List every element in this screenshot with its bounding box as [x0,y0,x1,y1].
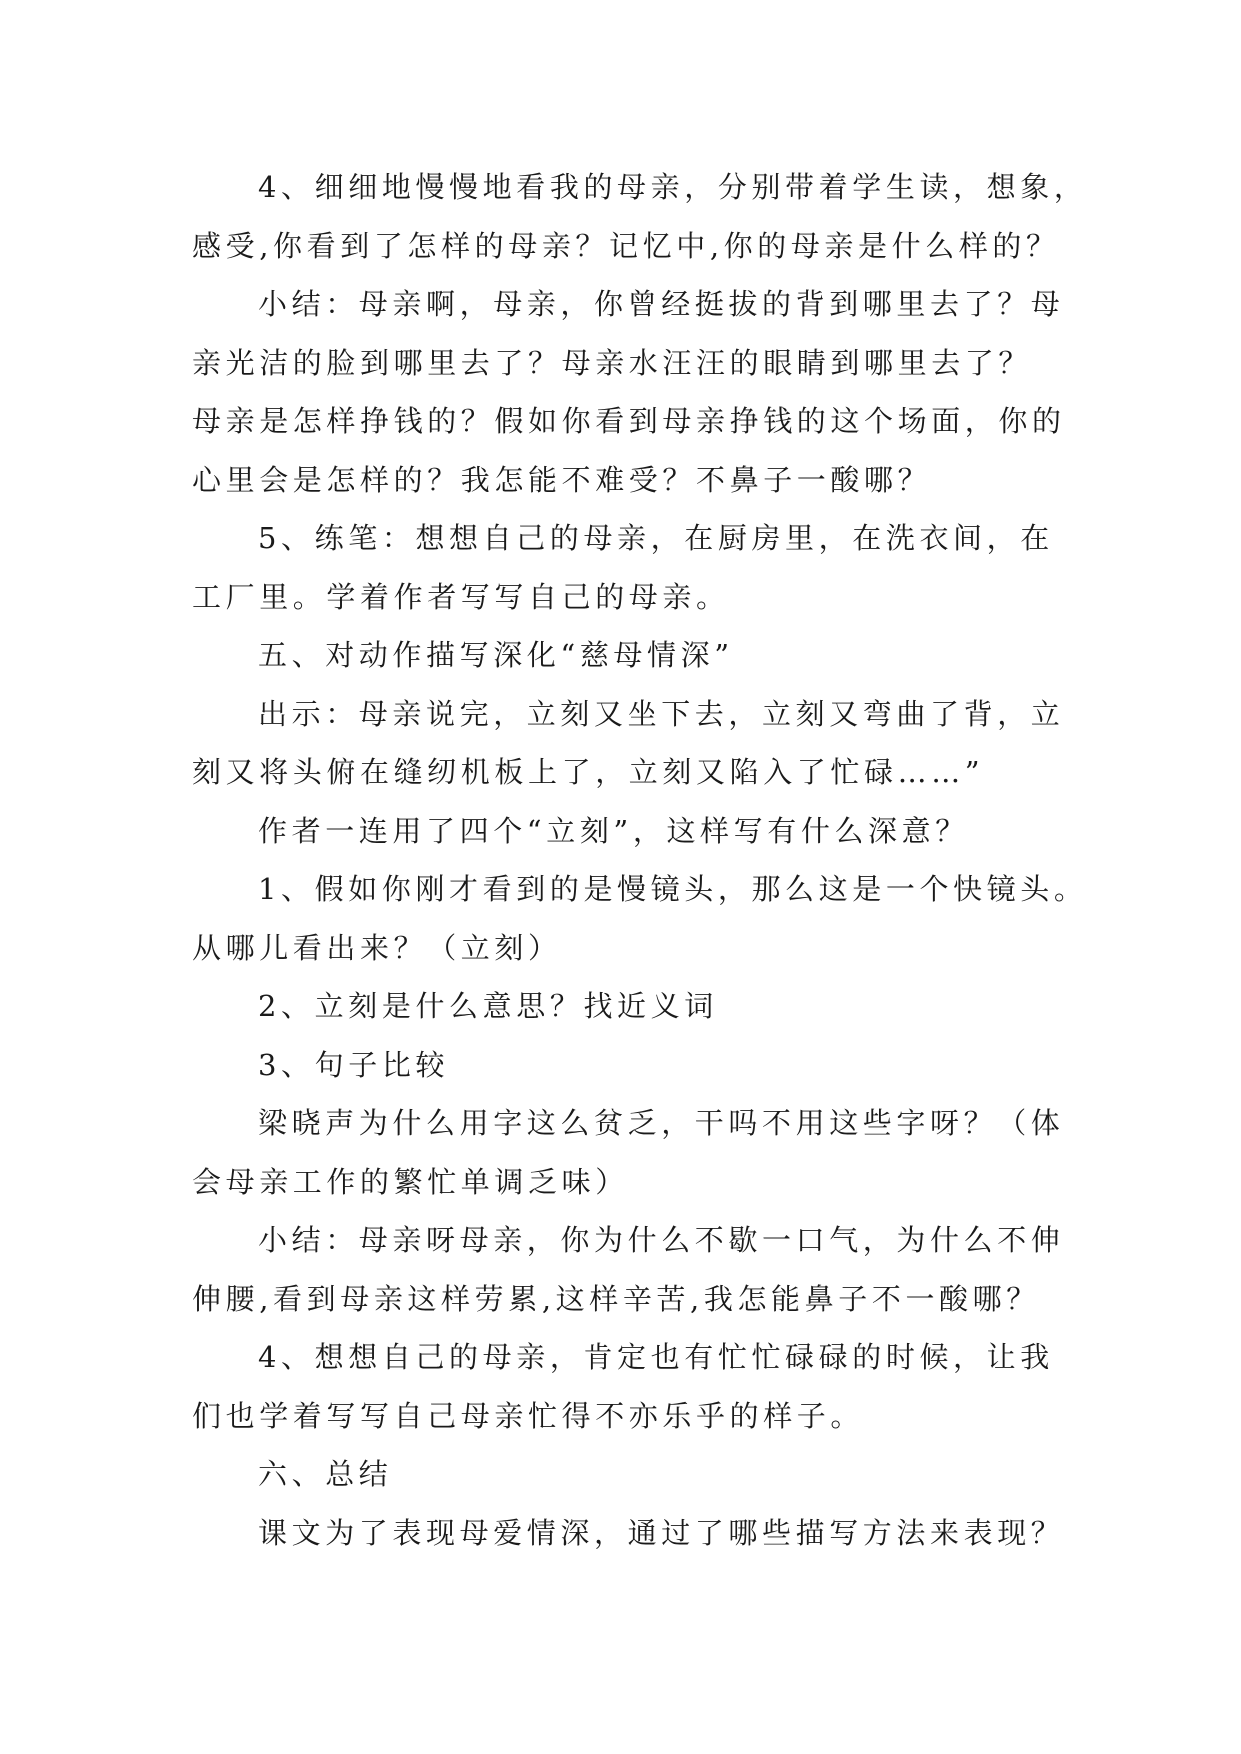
text-line: 3、句子比较 [258,1047,450,1082]
section-heading: 五、对动作描写深化“慈母情深” [258,638,734,672]
text-line: 小结：母亲呀母亲，你为什么不歇一口气，为什么不伸 [258,1223,1065,1257]
document-body [192,158,1088,1562]
text-line: 感受,你看到了怎样的母亲？记忆中,你的母亲是什么样的？ [192,228,1060,263]
text-line: 梁晓声为什么用字这么贫乏，干吗不用这些字呀？（体 [258,1106,1065,1140]
text-line: 作者一连用了四个“立刻”，这样写有什么深意？ [258,813,969,848]
text-line: 工厂里。学着作者写写自己的母亲。 [192,579,730,614]
text-line: 5、练笔：想想自己的母亲，在厨房里，在洗衣间，在 [258,521,1054,555]
text-line: 4、想想自己的母亲，肯定也有忙忙碌碌的时候，让我 [258,1340,1054,1374]
text-line: 会母亲工作的繁忙单调乏味） [192,1164,629,1199]
text-line: 课文为了表现母爱情深，通过了哪些描写方法来表现？ [258,1515,1065,1550]
text-line: 们也学着写写自己母亲忙得不亦乐乎的样子。 [192,1398,865,1433]
text-line: 刻又将头俯在缝纫机板上了，立刻又陷入了忙碌……” [192,755,985,789]
text-line: 出示：母亲说完，立刻又坐下去，立刻又弯曲了背，立 [258,696,1065,731]
text-line: 小结：母亲啊，母亲，你曾经挺拔的背到哪里去了？母 [258,287,1065,321]
section-heading: 六、总结 [258,1457,393,1491]
text-line: 伸腰,看到母亲这样劳累,这样辛苦,我怎能鼻子不一酸哪？ [192,1281,1040,1316]
text-line: 1、假如你刚才看到的是慢镜头，那么这是一个快镜头。 [258,872,1088,906]
text-line: 母亲是怎样挣钱的？假如你看到母亲挣钱的这个场面，你的 [192,404,1066,438]
text-line: 2、立刻是什么意思？找近义词 [258,989,718,1023]
text-line: 从哪儿看出来？（立刻） [192,930,562,965]
text-line: 亲光洁的脸到哪里去了？母亲水汪汪的眼睛到哪里去了？ [192,345,1033,380]
text-line: 4、细细地慢慢地看我的母亲，分别带着学生读，想象， [258,170,1088,204]
text-line: 心里会是怎样的？我怎能不难受？不鼻子一酸哪？ [192,462,932,497]
